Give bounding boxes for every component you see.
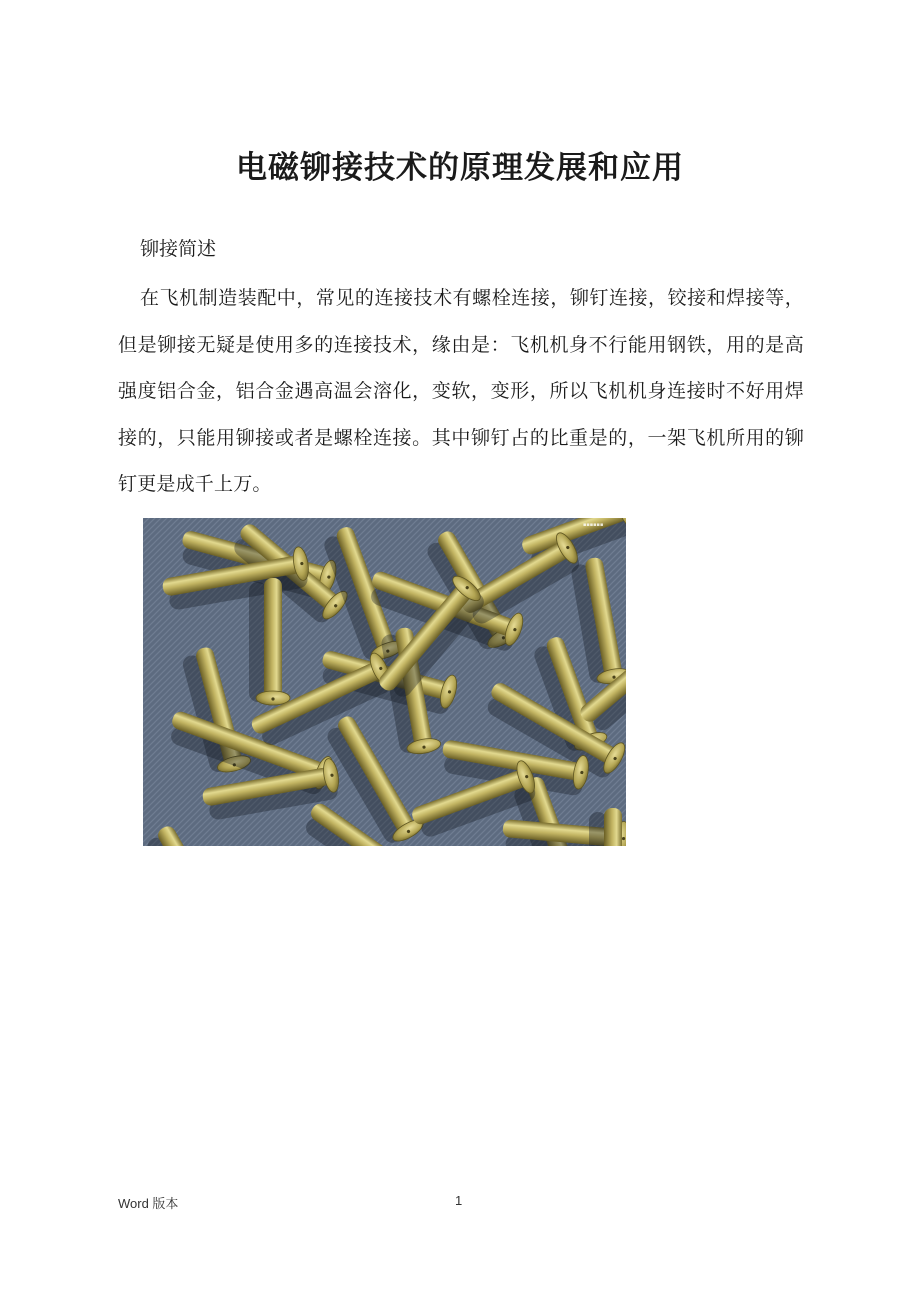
page-number: 1: [455, 1193, 463, 1208]
section-heading: 铆接简述: [140, 238, 217, 260]
body-paragraph: 在飞机制造装配中，常见的连接技术有螺栓连接，铆钉连接，铰接和焊接等，但是铆接无疑是使用多的连接技术，缘由是：飞机机身不行能用钢铁，用的是高强度铝合金，铝合金遇高温会溶化，变软，变形，所以飞机机身连接时不好用焊接的，只能用铆接或者是螺栓连接。其中铆钉占的比重是的，一架飞机所用的铆钉更是成千上万。: [118, 287, 804, 495]
rivet: [589, 808, 626, 846]
footer-label: Word 版本: [118, 1196, 179, 1211]
rivets-photo: [143, 518, 626, 846]
photo-watermark: ▪▪▪▪▪▪: [583, 522, 604, 528]
document-title: 电磁铆接技术的原理发展和应用: [236, 150, 684, 186]
